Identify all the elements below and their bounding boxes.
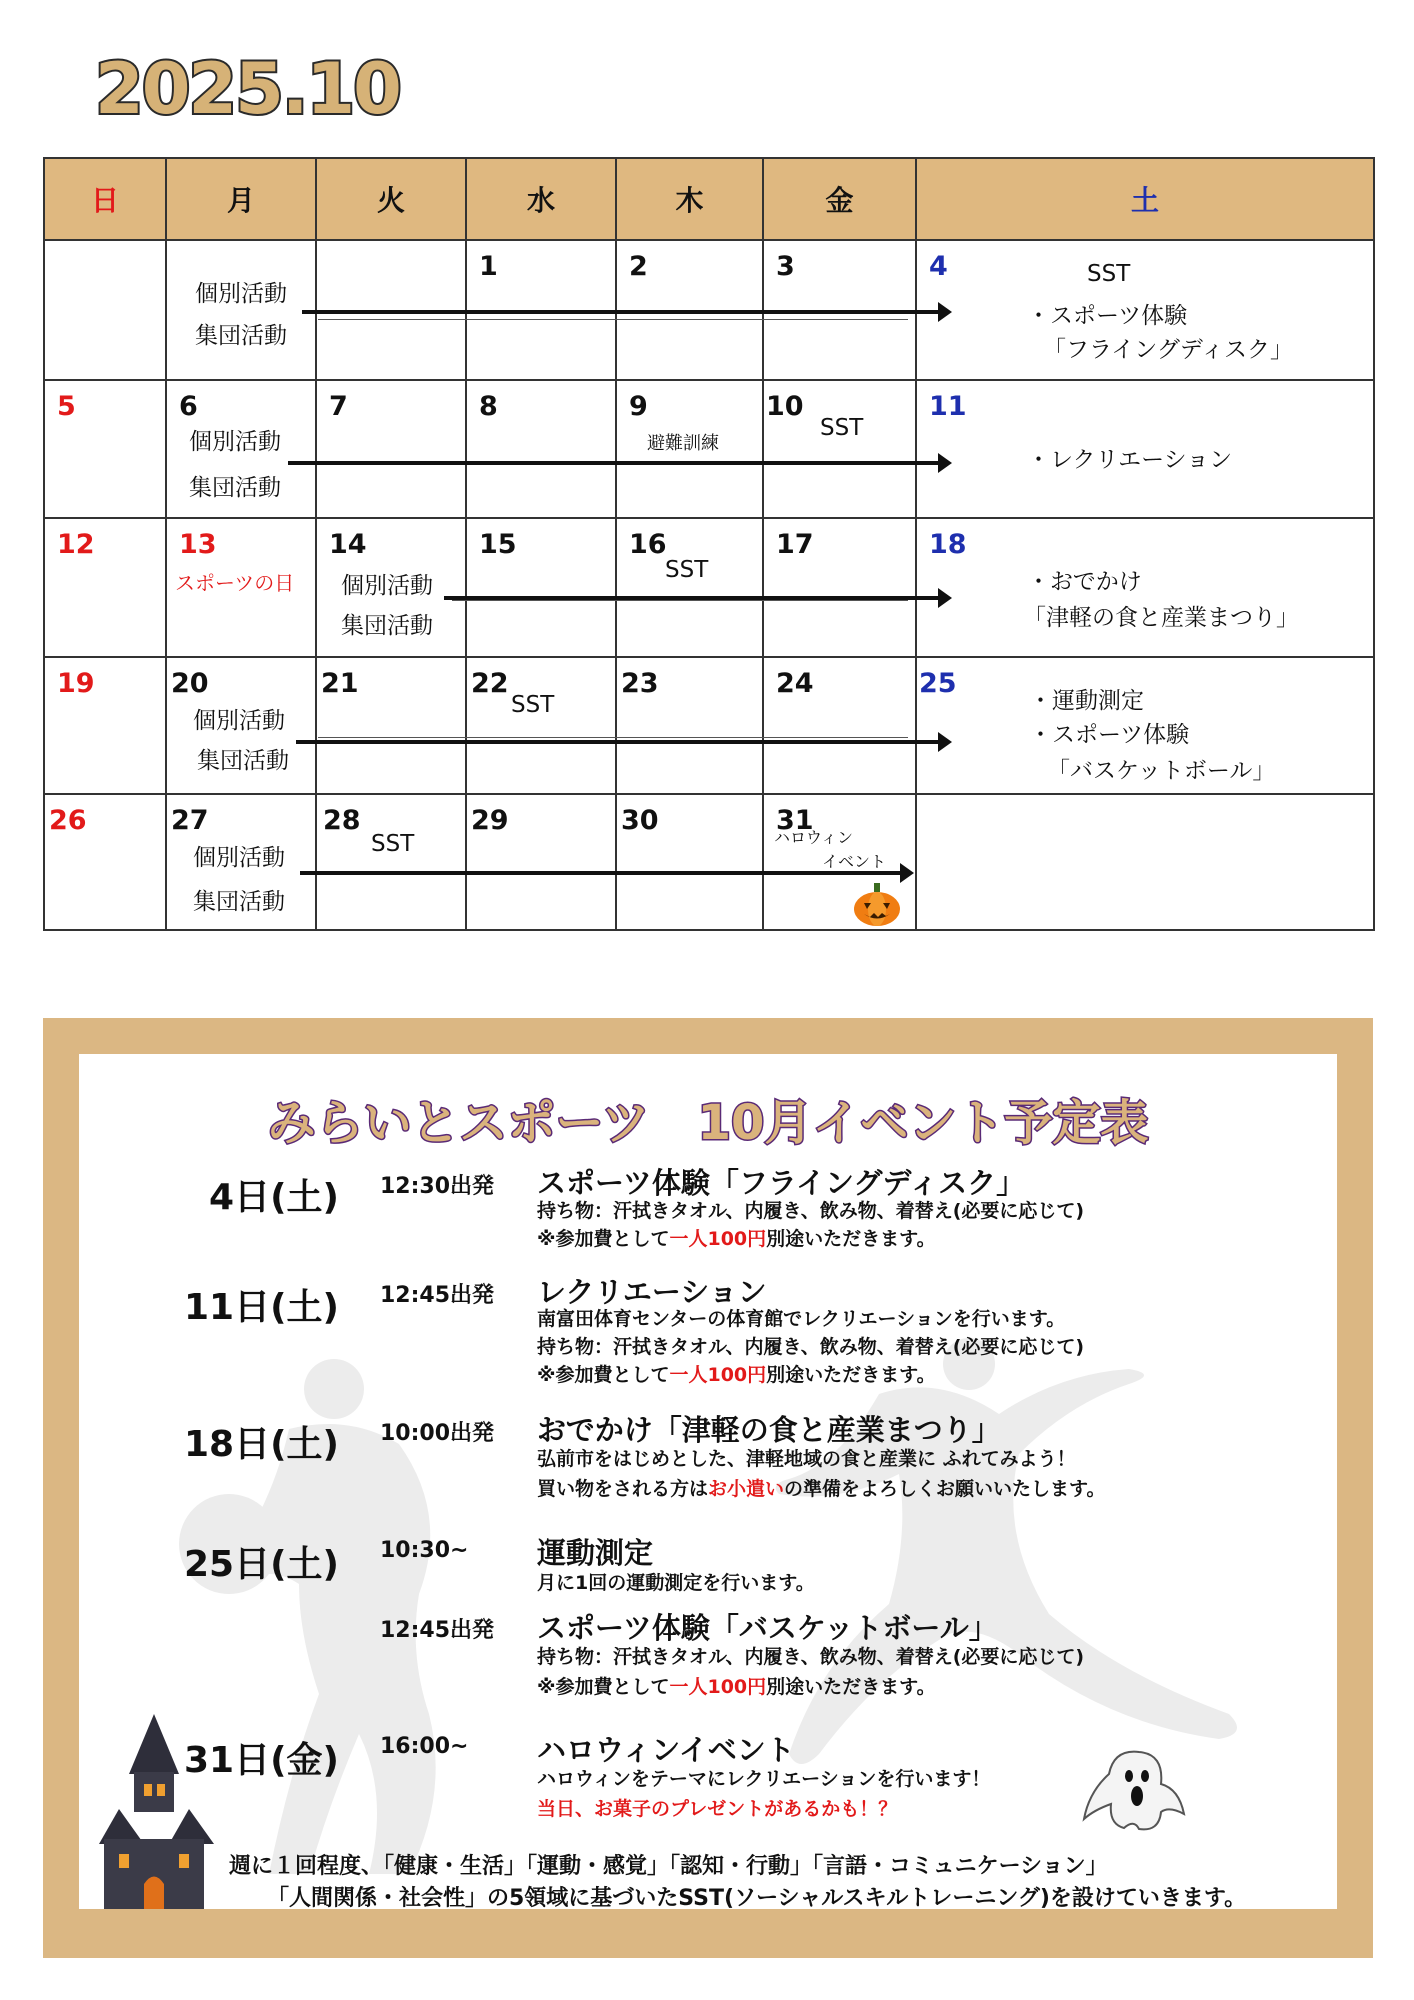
event-label: ハロウィン	[774, 827, 854, 847]
period-arrow	[288, 461, 948, 465]
day-cell	[616, 794, 763, 930]
date-number: 8	[479, 390, 498, 422]
date-number: 19	[57, 668, 95, 700]
weekday-sat: 土	[916, 158, 1374, 240]
week-row	[44, 657, 1374, 793]
event-name: スポーツ体験「バスケットボール」	[537, 1611, 998, 1645]
cell-divider	[318, 319, 908, 320]
event-fee	[537, 1224, 936, 1251]
event-label: 「津軽の食と産業まつり」	[1023, 604, 1299, 631]
event-name: レクリエーション	[537, 1275, 767, 1309]
period-arrow	[300, 871, 910, 875]
haunted-house-icon	[89, 1714, 219, 1909]
date-number: 27	[171, 804, 209, 836]
event-label: SST	[665, 556, 709, 583]
weekday-mon: 月	[166, 158, 316, 240]
cell-divider	[452, 600, 908, 601]
day-cell	[166, 240, 316, 379]
activity-label: 集団活動	[197, 748, 289, 775]
event-label: ・おでかけ	[1027, 568, 1142, 595]
event-time: 16:00~	[380, 1734, 469, 1759]
event-label: SST	[371, 830, 415, 857]
fee-suffix: 別途いただきます。	[766, 1676, 936, 1698]
event-schedule-panel	[79, 1054, 1337, 1909]
event-detail: 弘前市をはじめとした、津軽地域の食と産業に ふれてみよう！	[537, 1448, 1076, 1470]
day-cell	[466, 518, 616, 657]
date-number: 7	[329, 390, 348, 422]
event-time: 12:45出発	[380, 1283, 495, 1308]
event-label: イベント	[822, 851, 887, 871]
date-number: 16	[629, 528, 667, 560]
detail-prefix: 買い物をされる方は	[537, 1478, 709, 1500]
event-name: おでかけ「津軽の食と産業まつり」	[537, 1413, 1001, 1447]
date-number: 26	[49, 804, 87, 836]
event-time: 12:30出発	[380, 1174, 495, 1199]
activity-label: 集団活動	[193, 888, 285, 915]
calendar-table	[43, 157, 1375, 931]
date-number: 28	[323, 804, 361, 836]
date-number: 22	[471, 668, 509, 700]
date-number: 10	[766, 390, 804, 422]
day-cell	[44, 380, 166, 518]
period-arrow	[296, 740, 948, 744]
day-cell	[166, 794, 316, 930]
activity-label: 個別活動	[193, 844, 285, 871]
activity-label: 集団活動	[341, 612, 433, 639]
week-row	[44, 518, 1374, 657]
day-cell	[466, 380, 616, 518]
event-detail: 南富田体育センターの体育館でレクリエーションを行います。	[537, 1308, 1066, 1330]
day-cell	[616, 380, 763, 518]
date-number: 18	[929, 528, 967, 560]
day-cell	[166, 657, 316, 793]
day-cell	[616, 518, 763, 657]
page-title: 2025.10	[95, 48, 400, 130]
day-cell	[316, 794, 466, 930]
day-cell	[316, 380, 466, 518]
event-time: 12:45出発	[380, 1618, 495, 1643]
event-label: ・スポーツ体験	[1027, 303, 1188, 330]
event-label: ・スポーツ体験	[1029, 722, 1190, 749]
cell-divider	[318, 737, 908, 738]
event-label: SST	[820, 414, 864, 441]
date-number: 24	[776, 668, 814, 700]
day-cell	[466, 794, 616, 930]
pumpkin-icon	[852, 883, 902, 927]
event-detail: ハロウィンをテーマにレクリエーションを行います！	[537, 1768, 991, 1790]
day-cell	[44, 657, 166, 793]
holiday-label: スポーツの日	[175, 570, 295, 595]
day-cell	[44, 794, 166, 930]
event-date: 4日(土)	[209, 1177, 339, 1218]
event-label: SST	[511, 692, 555, 719]
fee-prefix: ※参加費として	[537, 1364, 670, 1386]
event-fee	[537, 1360, 936, 1387]
day-cell	[916, 657, 1374, 793]
event-time: 10:00出発	[380, 1421, 495, 1446]
activity-label: 集団活動	[189, 474, 281, 501]
date-number: 6	[179, 390, 198, 422]
day-cell	[316, 657, 466, 793]
date-number: 9	[629, 390, 648, 422]
footer-text: 「人間関係・社会性」の5領域に基づいたSST(ソーシャルスキルトレーニング)を設けていきます。	[267, 1886, 1247, 1909]
day-cell	[44, 240, 166, 379]
period-arrow	[302, 310, 948, 314]
weekday-wed: 水	[466, 158, 616, 240]
fee-amount: 一人100円	[669, 1228, 767, 1250]
event-detail: 持ち物：汗拭きタオル、内履き、飲み物、着替え(必要に応じて)	[537, 1200, 1085, 1222]
activity-label: 個別活動	[195, 281, 287, 308]
day-cell	[44, 518, 166, 657]
date-number: 31	[776, 804, 814, 836]
day-cell	[916, 518, 1374, 657]
day-cell	[166, 518, 316, 657]
period-arrow	[444, 596, 948, 600]
date-number: 29	[471, 804, 509, 836]
date-number: 3	[776, 251, 795, 283]
date-number: 15	[479, 528, 517, 560]
date-number: 23	[621, 668, 659, 700]
day-cell	[616, 657, 763, 793]
event-date: 31日(金)	[183, 1740, 339, 1781]
date-number: 1	[479, 251, 498, 283]
day-cell	[916, 380, 1374, 518]
day-cell	[763, 380, 916, 518]
week-row	[44, 380, 1374, 518]
week-row	[44, 794, 1374, 930]
weekday-thu: 木	[616, 158, 763, 240]
date-number: 2	[629, 251, 648, 283]
date-number: 4	[929, 251, 948, 283]
fee-prefix: ※参加費として	[537, 1228, 670, 1250]
date-number: 14	[329, 528, 367, 560]
detail-highlight: お小遣い	[708, 1478, 785, 1500]
event-detail	[537, 1474, 1106, 1501]
event-label: ・レクリエーション	[1027, 446, 1233, 473]
event-label: 「フライングディスク」	[1043, 337, 1294, 364]
day-cell	[763, 657, 916, 793]
event-label: 避難訓練	[647, 432, 719, 454]
date-number: 25	[919, 668, 957, 700]
date-number: 17	[776, 528, 814, 560]
event-fee	[537, 1672, 936, 1699]
event-schedule-frame	[43, 1018, 1373, 1958]
event-date: 11日(土)	[183, 1287, 339, 1328]
event-detail: 月に1回の運動測定を行います。	[537, 1572, 815, 1594]
date-number: 5	[57, 390, 76, 422]
date-number: 30	[621, 804, 659, 836]
fee-suffix: 別途いただきます。	[766, 1228, 936, 1250]
day-cell	[316, 518, 466, 657]
fee-suffix: 別途いただきます。	[766, 1364, 936, 1386]
date-number: 11	[929, 390, 967, 422]
ghost-icon	[1079, 1744, 1189, 1834]
detail-suffix: の準備をよろしくお願いいたします。	[784, 1478, 1106, 1500]
event-schedule-title: みらいとスポーツ 10月イベント予定表	[267, 1095, 1149, 1151]
day-cell	[916, 794, 1374, 930]
day-cell	[466, 657, 616, 793]
weekday-header-row	[44, 158, 1374, 240]
date-number: 20	[171, 668, 209, 700]
activity-label: 個別活動	[189, 428, 281, 455]
fee-amount: 一人100円	[669, 1364, 767, 1386]
event-date: 18日(土)	[183, 1424, 339, 1465]
event-label: SST	[1087, 261, 1131, 288]
event-label: 「バスケットボール」	[1047, 758, 1276, 785]
day-cell	[166, 380, 316, 518]
weekday-fri: 金	[763, 158, 916, 240]
event-detail: 持ち物：汗拭きタオル、内履き、飲み物、着替え(必要に応じて)	[537, 1646, 1085, 1668]
event-time: 10:30~	[380, 1538, 469, 1563]
footer-text: 週に１回程度、「健康・生活」「運動・感覚」「認知・行動」「言語・コミュニケーション」	[229, 1854, 1108, 1879]
activity-label: 集団活動	[195, 323, 287, 350]
day-cell	[916, 240, 1374, 379]
date-number: 21	[321, 668, 359, 700]
event-detail: 持ち物：汗拭きタオル、内履き、飲み物、着替え(必要に応じて)	[537, 1336, 1085, 1358]
event-detail: 当日、お菓子のプレゼントがあるかも！？	[537, 1798, 898, 1820]
event-date: 25日(土)	[183, 1544, 339, 1585]
weekday-sun: 日	[44, 158, 166, 240]
weekday-tue: 火	[316, 158, 466, 240]
activity-label: 個別活動	[341, 572, 433, 599]
event-name: 運動測定	[537, 1536, 654, 1570]
event-name: スポーツ体験「フライングディスク」	[537, 1166, 1026, 1200]
activity-label: 個別活動	[193, 708, 285, 735]
fee-prefix: ※参加費として	[537, 1676, 670, 1698]
date-number: 13	[179, 528, 217, 560]
date-number: 12	[57, 528, 95, 560]
fee-amount: 一人100円	[669, 1676, 767, 1698]
event-label: ・運動測定	[1029, 688, 1144, 715]
day-cell	[763, 518, 916, 657]
event-name: ハロウィンイベント	[537, 1733, 795, 1767]
